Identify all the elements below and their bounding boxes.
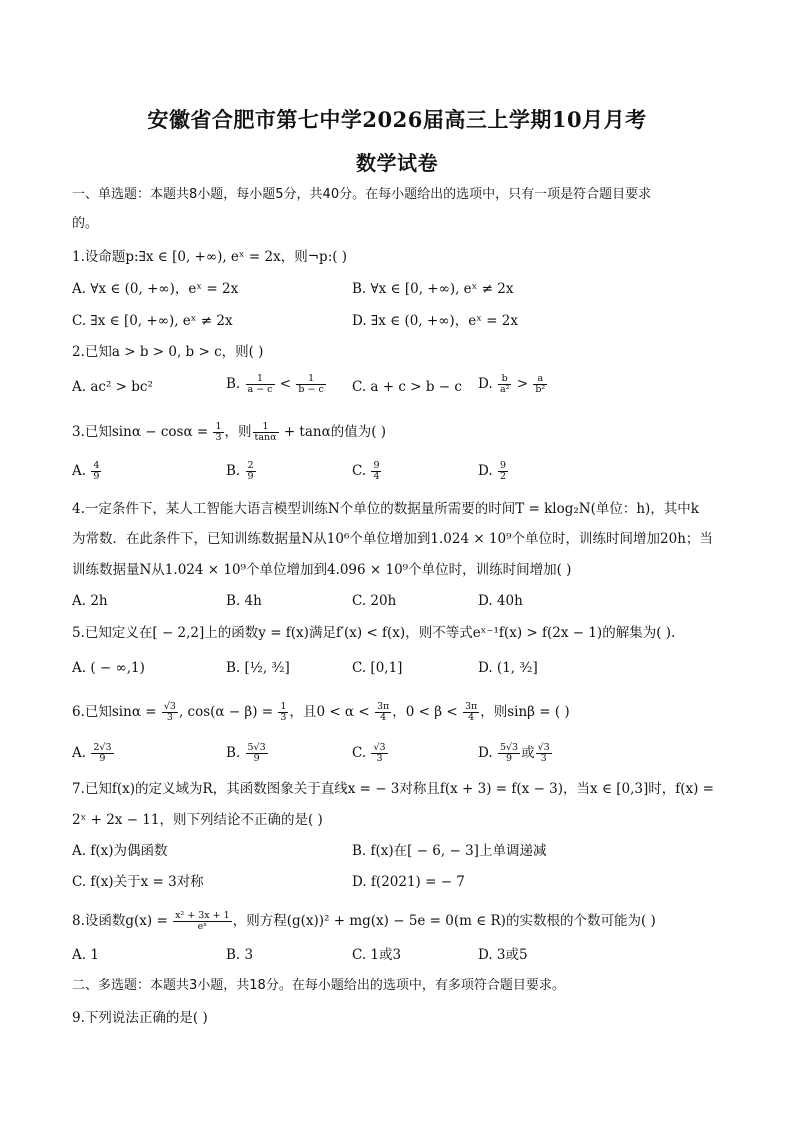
- q8-option-c: C. 1或3: [352, 947, 402, 963]
- q6-option-b: B. $\frac{5√3}{9}$: [226, 742, 266, 764]
- q8-option-d: D. 3或5: [478, 947, 528, 963]
- section1-heading-cont: 的。: [72, 216, 99, 231]
- q7-option-d: D. f(2021) = − 7: [352, 874, 465, 890]
- q6-option-a: A. $\frac{2√3}{9}$: [72, 742, 112, 764]
- q3-option-d: D. $\frac{9}{2}$: [478, 460, 506, 482]
- q1-stem: 1.设命题p:∃x ∈ [0, +∞), eˣ = 2x，则¬p:( ): [72, 249, 348, 265]
- q4-option-b: B. 4h: [226, 593, 262, 609]
- q7-stem-line2: 2ˣ + 2x − 11，则下列结论不正确的是( ): [72, 812, 323, 828]
- q3-option-b: B. $\frac{2}{9}$: [226, 460, 254, 482]
- q2-option-c: C. a + c > b − c: [352, 379, 462, 395]
- q9-stem: 9.下列说法正确的是( ): [72, 1010, 208, 1026]
- q7-option-c: C. f(x)关于x = 3对称: [72, 874, 204, 890]
- q3-option-a: A. $\frac{4}{9}$: [72, 460, 100, 482]
- q6-option-d: D. $\frac{5√3}{9}$ 或 $\frac{√3}{3}$: [478, 742, 550, 764]
- q4-stem-line3: 训练数据量N从1.024 × 10⁹个单位增加到4.096 × 10⁹个单位时，训练时间增加( ): [72, 562, 572, 578]
- q7-stem-line1: 7.已知f(x)的定义域为R，其函数图象关于直线x = − 3对称且f(x + 3) = f(x − 3)，当x ∈ [0,3]时，f(x) =: [72, 781, 714, 797]
- q8-option-b: B. 3: [226, 947, 254, 963]
- q5-option-a: A. ( − ∞,1): [72, 660, 145, 676]
- q2-option-d: D. $\frac{b}{\text{a²}}$ > $\frac{a}{\text{b²}}$: [478, 373, 546, 395]
- q4-option-a: A. 2h: [72, 593, 108, 609]
- q2-stem: 2.已知a > b > 0, b > c，则( ): [72, 344, 264, 360]
- q3-stem: 3.已知sinα − cosα = $\frac{1}{3}$ ，则 $\frac{1}{\tan\alpha}$ + tanα的值为( ): [72, 421, 387, 443]
- q8-stem: 8.设函数g(x) = $\frac{\text{x² + 3x + 1}}{\text{eˣ}}$ ，则方程(g(x))² + mg(x) − 5e = 0(m ∈ R)的实数根的个数可能为( ): [72, 910, 656, 932]
- q5-option-d: D. (1, ³⁄₂]: [478, 660, 538, 676]
- page-subtitle: 数学试卷: [356, 151, 438, 175]
- q8-option-a: A. 1: [72, 947, 99, 963]
- section1-heading: 一、单选题：本题共8小题，每小题5分，共40分。在每小题给出的选项中，只有一项是符合题目要求: [72, 187, 652, 202]
- q5-option-c: C. [0,1]: [352, 660, 403, 676]
- q1-option-d: D. ∃x ∈ (0, +∞)，eˣ = 2x: [352, 313, 519, 329]
- section2-heading: 二、多选题：本题共3小题，共18分。在每小题给出的选项中，有多项符合题目要求。: [72, 978, 565, 993]
- q1-option-b: B. ∀x ∈ [0, +∞), eˣ ≠ 2x: [352, 281, 514, 297]
- q3-option-c: C. $\frac{9}{4}$: [352, 460, 380, 482]
- q1-option-c: C. ∃x ∈ [0, +∞), eˣ ≠ 2x: [72, 313, 233, 329]
- q4-stem-line2: 为常数．在此条件下，已知训练数据量N从10⁶个单位增加到1.024 × 10⁹个单位时，训练时间增加20h；当: [72, 531, 713, 547]
- q5-option-b: B. [½, ³⁄₂]: [226, 660, 290, 676]
- q2-option-a: A. ac² > bc²: [72, 379, 153, 395]
- q2-option-b: B. $\frac{1}{a - c}$ < $\frac{1}{b - c}$: [226, 373, 324, 395]
- q4-stem-line1: 4.一定条件下，某人工智能大语言模型训练N个单位的数据量所需要的时间T = klog₂N(单位：h)，其中k: [72, 501, 699, 517]
- q4-option-d: D. 40h: [478, 593, 523, 609]
- q6-option-c: C. $\frac{√3}{3}$: [352, 742, 386, 764]
- q4-option-c: C. 20h: [352, 593, 397, 609]
- q1-option-a: A. ∀x ∈ (0, +∞)，eˣ = 2x: [72, 281, 239, 297]
- q7-option-b: B. f(x)在[ − 6, − 3]上单调递减: [352, 843, 547, 859]
- page-title: 安徽省合肥市第七中学2026届高三上学期10月月考: [147, 107, 647, 132]
- q7-option-a: A. f(x)为偶函数: [72, 843, 168, 859]
- q5-stem: 5.已知定义在[ − 2,2]上的函数y = f(x)满足f′(x) < f(x)，则不等式eˣ⁻¹f(x) > f(2x − 1)的解集为( ).: [72, 625, 676, 641]
- q6-stem: 6.已知sinα = $\frac{√3}{3}$ , cos(α − β) = $\frac{1}{3}$ ，且0 < α < $\frac{3\pi}{4}$ ，0 < β < $\frac{3\pi}{4}$ ，则sinβ = ( ): [72, 701, 570, 723]
